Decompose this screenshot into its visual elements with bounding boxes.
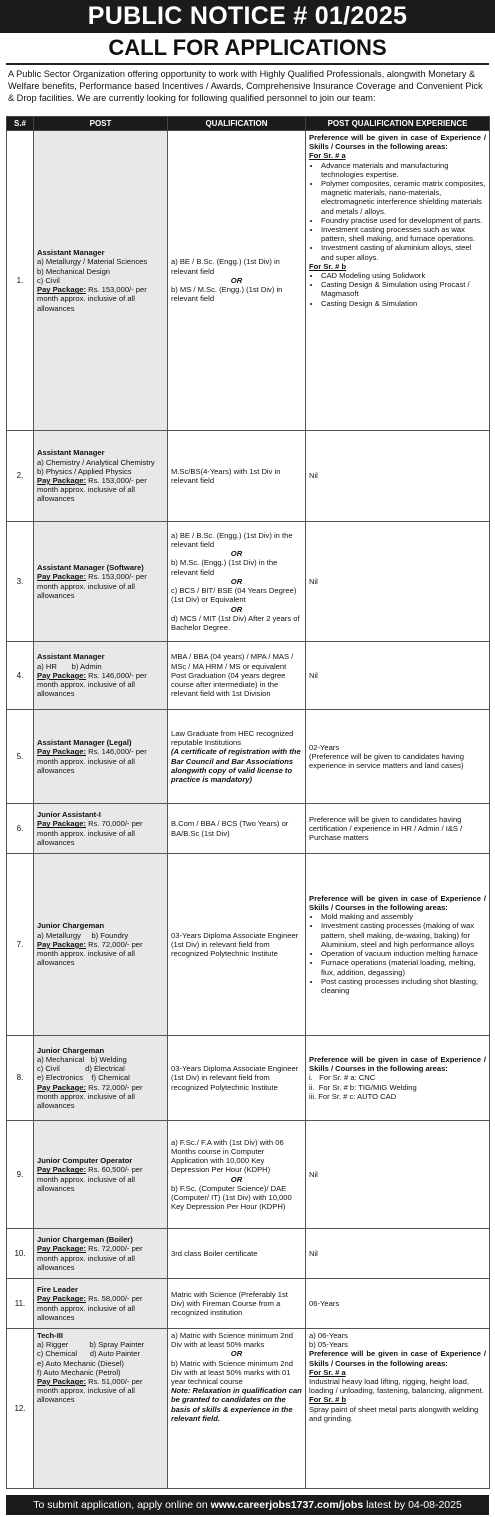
pay-value: Rs. 60,500/- per month approx. inclusive of all allowances [37,1165,143,1193]
pay-value: Rs. 146,000/- per month approx. inclusive of all allowances [37,747,147,775]
post-title: Junior Chargeman (Boiler) [37,1235,133,1245]
post-title: Junior Chargeman [37,1045,105,1055]
pay-label: Pay Package: [37,939,86,949]
pay-label: Pay Package: [37,1294,86,1304]
post-field: a) Metallurgy / Material Sciences [37,257,148,267]
row-post [34,1279,168,1329]
row-post [34,804,168,854]
row-qualification: 03-Years Diploma Associate Engineer (1st Div) in relevant field from recognized Polytechnic Institute [168,1036,306,1121]
row-qualification [168,1121,306,1229]
table-row [7,1121,490,1229]
pay-value: Rs. 72,000/- per month approx. inclusive of all allowances [37,1082,143,1110]
table-row [7,804,490,854]
row-sr: 12. [7,1329,34,1489]
positions-table [6,116,490,1489]
or-separator: OR [230,1349,243,1359]
row-post [34,131,168,431]
row-qualification: 3rd class Boiler certificate [168,1229,306,1279]
table-row [7,131,490,431]
row-experience: Nil [306,642,490,710]
list-item: • Advance materials and manufacturing technologies expertise. [321,161,486,179]
post-title: Assistant Manager [37,448,105,458]
pay-label: Pay Package: [37,1082,86,1092]
qualification-option: a) BE / B.Sc. (Engg.) (1st Div) in the relevant field [171,530,293,550]
pay-package [37,747,164,775]
row-post [34,710,168,804]
pay-package [37,940,164,968]
post-field: e) Auto Mechanic (Diesel) [37,1358,124,1368]
sub-label: For Sr. # b [309,261,347,271]
post-title: Assistant Manager [37,248,105,258]
list-item: ii. For Sr. # b: TIG/MIG Welding [309,1082,417,1092]
post-field: b) Mechanical Design [37,266,111,276]
row-post [34,854,168,1036]
intro-paragraph: A Public Sector Organization offering opportunity to work with Highly Qualified Professionals, alongwith Monetary & Welfare benefits, Performance based Incentives / Awards, Comprehensive Insurance Coverage and Convenient Pick & Drop facilities. We are currently looking for following qualified personnel to join our team: [8,69,483,103]
row-sr: 10. [7,1229,34,1279]
post-title: Assistant Manager [37,652,105,662]
post-title: Tech-III [37,1331,64,1340]
pay-package [37,1244,164,1272]
sub-label: For Sr. # a [309,151,346,161]
footer-text: To submit application, apply online on [33,1499,211,1511]
post-title: Assistant Manager (Legal) [37,738,132,748]
row-experience: 06-Years [306,1279,490,1329]
pay-package [37,285,164,313]
pay-value: Rs. 51,000/- per month approx. inclusive of all allowances [37,1377,143,1405]
row-experience: Nil [306,1121,490,1229]
qualification-option: b) Matric with Science minimum 2nd Div with at least 50% marks with 01 year technical course [171,1358,293,1387]
notice-title: PUBLIC NOTICE # 01/2025 [0,0,495,33]
qualification-option: b) F.Sc. (Computer Science)/ DAE (Computer/ IT) (1st Div) with 10,000 Key Depression Per Hour (KDPH) [171,1183,292,1212]
experience-list [309,271,486,308]
experience-heading: Preference will be given in case of Experience / Skills / Courses in the following areas: [309,1349,486,1368]
list-item: • Furnace operations (material loading, melting, flux, addition, degassing) [321,958,486,976]
pay-label: Pay Package: [37,747,86,757]
post-field: b) Physics / Applied Physics [37,466,132,476]
experience-heading: Preference will be given in case of Experience / Skills / Courses in the following areas: [309,1054,486,1074]
table-row [7,854,490,1036]
col-header-experience: POST QUALIFICATION EXPERIENCE [306,117,490,131]
pay-package [37,1083,164,1111]
post-field: c) Chemical d) Auto Painter [37,1349,140,1359]
list-item: • CAD Modeling using Solidwork [321,271,486,280]
col-header-post: POST [34,117,168,131]
experience-years: b) 05-Years [309,1340,348,1350]
pay-label: Pay Package: [37,1377,86,1387]
list-item: • Mold making and assembly [321,912,486,921]
experience-years: 02-Years [309,742,340,752]
table-row [7,710,490,804]
post-field: c) Civil d) Electrical [37,1064,125,1074]
row-qualification [168,131,306,431]
list-item: • Foundry practise used for development of parts. [321,216,486,225]
row-post [34,1329,168,1489]
col-header-qualification: QUALIFICATION [168,117,306,131]
post-title: Assistant Manager (Software) [37,563,144,573]
or-separator: OR [230,549,243,559]
pay-package [37,572,164,600]
table-row [7,1279,490,1329]
pay-value: Rs. 58,000/- per month approx. inclusive of all allowances [37,1294,143,1322]
post-field: a) Chemistry / Analytical Chemistry [37,457,155,467]
row-qualification: MBA / BBA (04 years) / MPA / MAS / MSc / MA HRM / MS or equivalent Post Graduation (04 years degree course after intermediate) in the relevant field with 1st Division [168,642,306,710]
row-qualification [168,1329,306,1489]
pay-label: Pay Package: [37,285,86,295]
row-sr: 2. [7,431,34,522]
experience-text: Industrial heavy load lifting, rigging, height load, loading / unloading, fastening, balancing, alignment. [309,1377,484,1396]
list-item: • Investment casting processes (making of wax pattern, shell making, de-waxing, baking) for Aluminium, steel and high performance alloys [321,921,486,949]
pay-label: Pay Package: [37,819,86,829]
row-qualification: 03-Years Diploma Associate Engineer (1st Div) in relevant field from recognized Polytechnic Institute [168,854,306,1036]
qualification-option: d) MCS / MIT (1st Div) After 2 years of Bachelor Degree. [171,613,300,632]
row-qualification: Matric with Science (Preferably 1st Div) with Fireman Course from a recognized institution [168,1279,306,1329]
qualification-option: c) BCS / BIT/ BSE (04 Years Degree) (1st Div) or Equivalent [171,586,297,605]
row-experience: Nil [306,1229,490,1279]
experience-text: Spray paint of sheet metal parts alongwith welding and grinding. [309,1404,479,1423]
row-sr: 7. [7,854,34,1036]
row-post [34,522,168,642]
pay-label: Pay Package: [37,572,86,582]
row-qualification: B.Com / BBA / BCS (Two Years) or BA/B.Sc (1st Div) [168,804,306,854]
list-item: • Post casting processes including shot blasting, cleaning [321,977,486,995]
row-post [34,1121,168,1229]
or-separator: OR [230,1174,243,1184]
row-sr: 1. [7,131,34,431]
apply-link[interactable]: www.careerjobs1737.com/jobs [210,1499,364,1511]
row-post [34,1229,168,1279]
row-experience [306,1329,490,1489]
pay-label: Pay Package: [37,476,86,485]
table-row [7,522,490,642]
experience-list [309,912,486,995]
table-row [7,1329,490,1489]
or-separator: OR [230,604,243,614]
row-sr: 6. [7,804,34,854]
row-post [34,1036,168,1121]
or-separator: OR [230,576,243,586]
row-sr: 9. [7,1121,34,1229]
experience-list [309,161,486,262]
qualification-option: a) F.Sc./ F.A with (1st Div) with 06 Months course in Computer Application with 10,000 Key Depression Per Hour (KDPH) [171,1137,284,1175]
pay-value: Rs. 153,000/- per month approx. inclusive of all allowances [37,285,147,313]
post-title: Fire Leader [37,1285,78,1295]
row-experience: Nil [306,431,490,522]
list-item: iii. For Sr. # c: AUTO CAD [309,1091,397,1101]
list-item: • Operation of vacuum induction melting furnace [321,949,486,958]
qualification-option: a) Matric with Science minimum 2nd Div with at least 50% marks [171,1331,293,1350]
pay-value: Rs. 72,000/- per month approx. inclusive of all allowances [37,939,143,968]
row-sr: 4. [7,642,34,710]
pay-package [37,476,164,504]
qualification-option: b) MS / M.Sc. (Engg.) (1st Div) in relevant field [171,285,283,304]
qualification-note: Note: Relaxation in qualification can be granted to candidates on the basis of skills & experience in the relevant field. [171,1386,302,1423]
post-field: f) Auto Mechanic (Petrol) [37,1367,121,1377]
pay-label: Pay Package: [37,1244,86,1254]
row-experience [306,1036,490,1121]
row-experience: Nil [306,522,490,642]
post-title: Junior Computer Operator [37,1156,133,1166]
row-sr: 5. [7,710,34,804]
experience-text: (Preference will be given to candidates having experience in service matters and land cases) [309,751,464,771]
list-item: • Investment casting processes such as wax pattern, shell making, and furnace operations. [321,225,486,243]
row-experience [306,854,490,1036]
col-header-sr: S.# [7,117,34,131]
table-row [7,1229,490,1279]
experience-heading: Preference will be given in case of Experience / Skills / Courses in the following areas: [309,133,486,152]
pay-package [37,1294,164,1322]
row-sr: 11. [7,1279,34,1329]
table-header-row [7,117,490,131]
table-row [7,1036,490,1121]
row-sr: 8. [7,1036,34,1121]
list-item: • Casting Design & Simulation [321,299,486,308]
list-item: • Investment casting of aluminium alloys, steel and super alloys. [321,243,486,261]
row-sr: 3. [7,522,34,642]
pay-package [37,819,164,847]
pay-package [37,1377,164,1405]
pay-value: Rs. 153,000/- per month approx. inclusive of all allowances [37,476,147,504]
pay-label: Pay Package: [37,1165,86,1175]
qualification-option: b) M.Sc. (Engg.) (1st Div) in the relevant field [171,558,278,577]
sub-label: For Sr. # b [309,1395,347,1405]
list-item: • Casting Design & Simulation using Procast / Magmasoft [321,280,486,298]
row-qualification [168,710,306,804]
row-qualification: M.Sc/BS(4-Years) with 1st Div in relevant field [168,431,306,522]
pay-package [37,1165,164,1193]
pay-package [37,671,164,699]
row-experience: Preference will be given to candidates having certification / experience in HR / Admin / I&S / Purchase matters [306,804,490,854]
sub-label: For Sr. # a [309,1367,346,1377]
post-title: Junior Assistant-I [37,810,101,820]
row-experience [306,131,490,431]
pay-value: Rs. 146,000/- per month approx. inclusive of all allowances [37,670,147,699]
experience-years: a) 06-Years [309,1331,348,1340]
or-separator: OR [230,275,243,285]
footer-banner [6,1495,489,1515]
row-qualification [168,522,306,642]
list-item: • Polymer composites, ceramic matrix composites, magnetic materials, nano-materials, electromagnetic interference shielding materials and metals / alloys. [321,179,486,216]
footer-deadline: latest by 04-08-2025 [363,1499,462,1511]
row-experience [306,710,490,804]
post-field: a) Mechanical b) Welding [37,1054,127,1064]
post-field: c) Civil [37,275,60,285]
pay-value: Rs. 70,000/- per month approx. inclusive of all allowances [37,819,143,847]
table-row [7,642,490,710]
row-post [34,642,168,710]
notice-subtitle: CALL FOR APPLICATIONS [6,33,489,65]
pay-label: Pay Package: [37,670,86,680]
list-item: i. For Sr. # a: CNC [309,1073,376,1083]
experience-heading: Preference will be given in case of Experience / Skills / Courses in the following areas: [309,893,486,913]
table-row [7,431,490,522]
qualification-option: a) BE / B.Sc. (Engg.) (1st Div) in relevant field [171,257,280,276]
pay-value: Rs. 72,000/- per month approx. inclusive of all allowances [37,1244,143,1272]
qualification-text: Law Graduate from HEC recognized reputable Institutions [171,728,294,748]
post-field: a) Metallurgy b) Foundry [37,930,129,940]
post-field: a) Rigger b) Spray Painter [37,1340,145,1350]
post-title: Junior Chargeman [37,921,105,931]
pay-value: Rs. 153,000/- per month approx. inclusive of all allowances [37,572,147,600]
qualification-note: (A certificate of registration with the Bar Council and Bar Associations alongwith copy of valid license to practice is mandatory) [171,747,301,784]
post-field: a) HR b) Admin [37,661,102,671]
post-field: e) Electronics f) Chemical [37,1073,130,1083]
row-post [34,431,168,522]
